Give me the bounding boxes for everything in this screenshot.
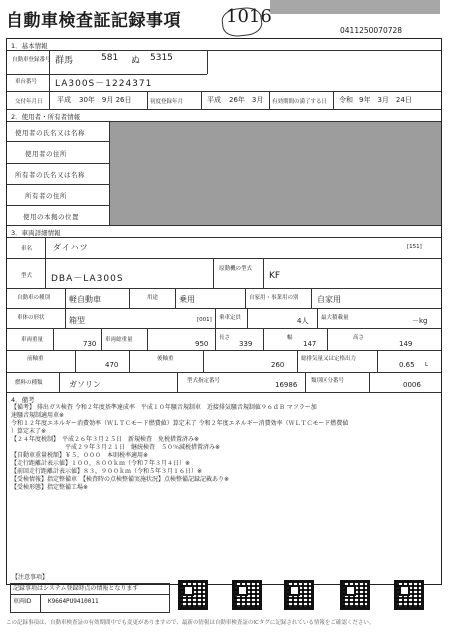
remarks-line: 【自動車重量税額】￥５，０００ 本則税率適用※: [11, 452, 149, 459]
type-no-label: 型式指定番号: [187, 378, 221, 384]
length-value: 339: [239, 340, 253, 348]
remarks-line: 【走行距離計表示値】１００，８００ｋｍ（令和７年３月４日）※: [11, 460, 191, 467]
height-value: 149: [399, 340, 413, 348]
displacement-value: 0.65: [399, 361, 415, 369]
section-basic-heading: 1．基本情報: [11, 42, 48, 50]
section-vehicle-heading: 3．車両詳細情報: [11, 229, 61, 237]
document-number: 0411250070728: [340, 26, 403, 35]
vin-value: LA300S－1224371: [55, 79, 153, 89]
redacted-owner-info: [109, 122, 441, 225]
issue-date: 30年 9月 26日: [79, 96, 132, 104]
plate-area: 群馬: [55, 56, 74, 66]
length-label: 長さ: [219, 335, 231, 341]
model-value: DBA－LA300S: [51, 274, 124, 284]
remarks-line: 平成２９年３月２１日 継続検査 ５０％減税措置済み※: [11, 444, 221, 451]
shape-code: [001]: [197, 317, 212, 323]
use-value: 乗用: [179, 295, 195, 304]
owner-name-label: 所有者の氏名又は名称: [15, 171, 85, 179]
handwritten-note: 1016: [226, 6, 272, 27]
remarks-block: [11, 404, 348, 492]
bottom-notice: この記録事項は、自動車検査証の有効期間中でも変更がありますので、最新の情報は自動車検査証のICタグに記録されている情報をご確認ください。: [6, 620, 375, 626]
max-load-label: 最大積載量: [321, 315, 349, 321]
capacity-label: 乗車定員: [219, 315, 242, 321]
document-title: 自動車検査証記録事項: [6, 11, 181, 31]
base-location-label: 使用の本拠の位置: [23, 213, 79, 221]
redacted-header-area: [270, 0, 440, 14]
category-label: 類別区分番号: [311, 378, 345, 384]
remarks-line: 速騒音規制適用車※: [11, 412, 65, 419]
total-weight-label: 車両総重量: [105, 337, 133, 343]
qr-code-4: [340, 580, 370, 610]
user-name-label: 使用者の氏名又は名称: [15, 129, 85, 137]
note-heading: 【注意事項】: [12, 574, 49, 581]
expiry-date: 9年 3月 24日: [359, 96, 412, 104]
max-load-value: －kg: [412, 317, 428, 325]
expiry-era: 令和: [339, 96, 353, 104]
vehicle-id-label: 車両ID: [13, 598, 32, 605]
shape-label: 車体の形状: [17, 315, 45, 321]
owner-address-label: 所有者の住所: [25, 192, 67, 200]
remarks-line: 令和１２年度エネルギー消費効率（ＷＬＴＣモード燃費値）算定末了 令和２年度エネルギー消費効率（ＷＬＴＣモード燃費値: [11, 420, 349, 427]
qr-code-3: [284, 580, 314, 610]
height-label: 高さ: [353, 335, 365, 341]
engine-value: KF: [269, 271, 281, 281]
vehicle-id-value: K9664PU9410011: [48, 598, 99, 605]
shape-value: 箱型: [69, 316, 85, 325]
first-reg-era: 平成: [207, 96, 221, 104]
first-reg-label: 初度登録年月: [150, 99, 184, 105]
total-weight-value: 950: [195, 340, 209, 348]
maker-label: 車名: [21, 246, 33, 252]
width-value: 147: [303, 340, 317, 348]
weight-value: 730: [83, 340, 97, 348]
remarks-line: 【受検形態】指定整備工場※: [11, 484, 89, 491]
model-label: 型式: [21, 273, 33, 279]
displacement-label: 総排気量又は定格出力: [301, 356, 357, 362]
vin-label: 車台番号: [15, 79, 38, 85]
remarks-line: ）算定末了※: [11, 428, 47, 435]
expiry-label: 有効期間の満了する日: [272, 99, 328, 105]
user-address-label: 使用者の住所: [25, 150, 67, 158]
issue-date-label: 交付年月日: [15, 99, 43, 105]
section-remarks-heading: 4．備考: [11, 396, 35, 404]
remarks-line: 【受検情報】指定整備車 【検査時の点検整備実施状況】点検整備記録記載あり※: [11, 476, 230, 483]
capacity-value: 4人: [297, 317, 309, 325]
displacement-unit: L: [425, 362, 429, 368]
fuel-value: ガソリン: [69, 380, 101, 389]
use-label: 用途: [147, 295, 159, 301]
purpose-label: 自家用・事業用の別: [249, 295, 299, 301]
qr-code-2: [232, 580, 262, 610]
plate-number: 5315: [150, 53, 173, 63]
weight-label: 車両重量: [21, 337, 44, 343]
qr-code-5: [394, 580, 424, 610]
category-value: 0006: [403, 381, 421, 389]
engine-label: 原動機の型式: [219, 266, 253, 272]
section-owner-heading: 2．使用者・所有者情報: [11, 113, 81, 121]
front-axle-value: 470: [105, 361, 119, 369]
plate-class: 581: [101, 53, 119, 63]
remarks-line: 【前回走行距離計表示値】８３，９００ｋｍ（令和５年３月１６日）※: [11, 468, 203, 475]
qr-code-1: [178, 580, 208, 610]
type-no-value: 16986: [275, 381, 298, 389]
maker-value: ダイハツ: [53, 243, 89, 252]
kind-label: 自動車の種別: [17, 295, 51, 301]
remarks-line: 【備考】 排出ガス検査 令和２年度基準達成率 平成１０年騒音規制車 近接排気騒音規制値９６ｄＢ マフラー加: [11, 404, 317, 411]
front-axle-label: 前軸重: [27, 356, 44, 362]
plate-kana: ぬ: [131, 56, 141, 66]
issue-era: 平成: [57, 96, 71, 104]
rear-axle-value: 260: [271, 361, 285, 369]
first-reg-date: 26年 3月: [229, 96, 264, 104]
maker-code: [151]: [407, 244, 422, 250]
fuel-label: 燃料の種類: [15, 380, 43, 386]
plate-label: 自動車登録番号: [12, 57, 51, 63]
kind-value: 軽自動車: [69, 295, 101, 304]
width-label: 幅: [287, 335, 293, 341]
purpose-value: 自家用: [317, 295, 341, 304]
record-frame: [6, 38, 442, 585]
rear-axle-label: 後軸重: [157, 356, 174, 362]
note-text: 記録事項はシステム登録時点の情報となります: [13, 585, 139, 592]
remarks-line: 【２４年度税制】 平成２６年３月２５日 新規検査 免税措置済み※: [11, 436, 200, 443]
